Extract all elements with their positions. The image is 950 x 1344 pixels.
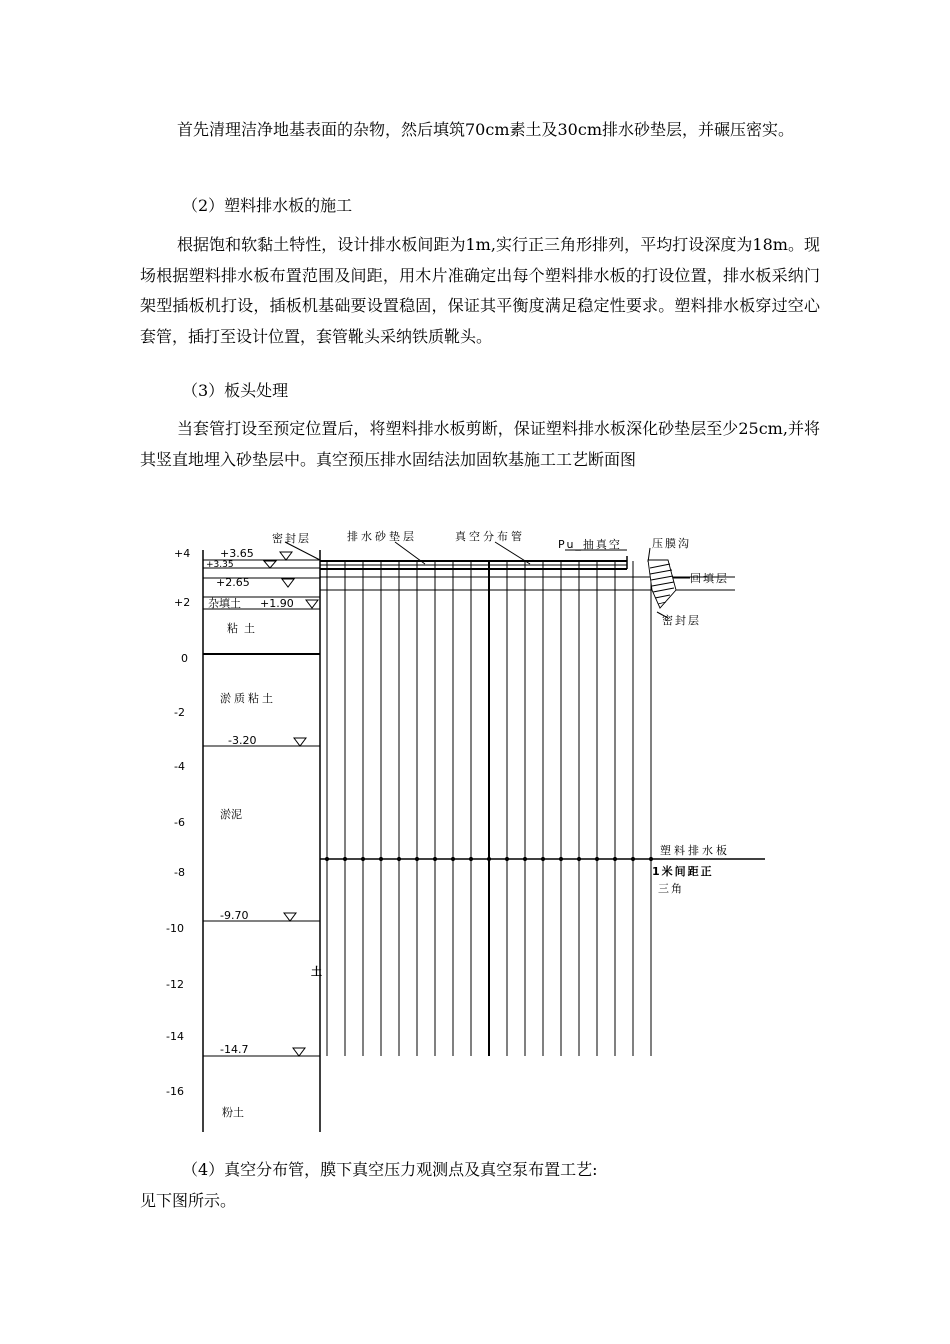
drain-board-node [361,857,364,860]
axis-tick: -8 [174,866,185,879]
paragraph-1: 首先清理洁净地基表面的杂物，然后填筑70cm素土及30cm排水砂垫层，并碾压密实。 [177,120,794,139]
drain-board-node [505,857,508,860]
diagram-label: 三角 [658,882,684,895]
axis-tick: -6 [174,816,185,829]
soil-label: 土 [311,965,322,978]
level-label: +3.65 [220,547,254,560]
axis-tick: -2 [174,706,185,719]
axis-tick: +2 [174,596,191,609]
drain-board-node [379,857,382,860]
level-label: +2.65 [216,576,250,589]
soil-label: 粘土 [227,622,261,635]
drain-board-node [541,857,544,860]
drain-board-node [451,857,454,860]
drain-board-node [325,857,328,860]
drain-board-node [487,857,490,860]
drain-board-node [559,857,562,860]
axis-tick: -16 [166,1085,184,1098]
diagram-label: Pu_抽真空 [558,538,622,551]
diagram-label: 压膜沟 [652,537,691,550]
drain-board-node [595,857,598,860]
axis-tick: -10 [166,922,184,935]
soil-label: 粉土 [222,1106,244,1119]
level-label: -9.70 [220,909,249,922]
level-label: +3.35 [206,560,234,570]
drain-board-node [523,857,526,860]
vacuum-preloading-section-diagram [0,520,950,1140]
heading-3: （3）板头处理 [182,381,289,400]
diagram-label: 塑料排水板 [660,844,730,857]
drain-board-node [343,857,346,860]
drain-board-node [631,857,634,860]
diagram-label: 密封层 [662,614,701,627]
soil-label: 淤质粘土 [220,692,276,705]
diagram-label: 1米间距正 [652,865,714,878]
drain-board-node [415,857,418,860]
drain-board-node [613,857,616,860]
level-label: -3.20 [228,734,257,747]
drain-board-node [397,857,400,860]
paragraph-2: 根据饱和软黏土特性，设计排水板间距为1m,实行正三角形排列，平均打设深度为18m。现场根据塑料排水板布置范围及间距，用木片准确定出每个塑料排水板的打设位置，排水板采纳门架型插板机打设，插板机基础要设置稳固，保证其平衡度满足稳定性要求。塑料排水板穿过空心套管，插打至设计位置，套管靴头采纳铁质靴头。 [140,235,820,346]
heading-4: （4）真空分布管，膜下真空压力观测点及真空泵布置工艺: [182,1160,598,1179]
axis-tick: 0 [181,652,188,665]
drain-board-node [433,857,436,860]
axis-tick: -14 [166,1030,184,1043]
paragraph-4: 见下图所示。 [140,1191,237,1210]
soil-label: 淤泥 [220,808,242,821]
level-label: -14.7 [220,1043,249,1056]
diagram-label: 回填层 [690,572,729,585]
paragraph-3: 当套管打设至预定位置后，将塑料排水板剪断，保证塑料排水板深化砂垫层至少25cm,并将其竖直地埋入砂垫层中。真空预压排水固结法加固软基施工工艺断面图 [140,419,820,469]
diagram-label: 真空分布管 [455,530,525,543]
heading-2: （2）塑料排水板的施工 [182,196,353,215]
diagram-label: 密封层 [272,532,311,545]
axis-tick: -4 [174,760,185,773]
drain-board-node [577,857,580,860]
drain-board-node [469,857,472,860]
axis-tick: -12 [166,978,184,991]
diagram-label: 排水砂垫层 [347,530,417,543]
level-label: +1.90 [260,597,294,610]
axis-tick: +4 [174,547,191,560]
drain-board-node [649,857,652,860]
soil-label: 杂填土 [208,597,241,610]
